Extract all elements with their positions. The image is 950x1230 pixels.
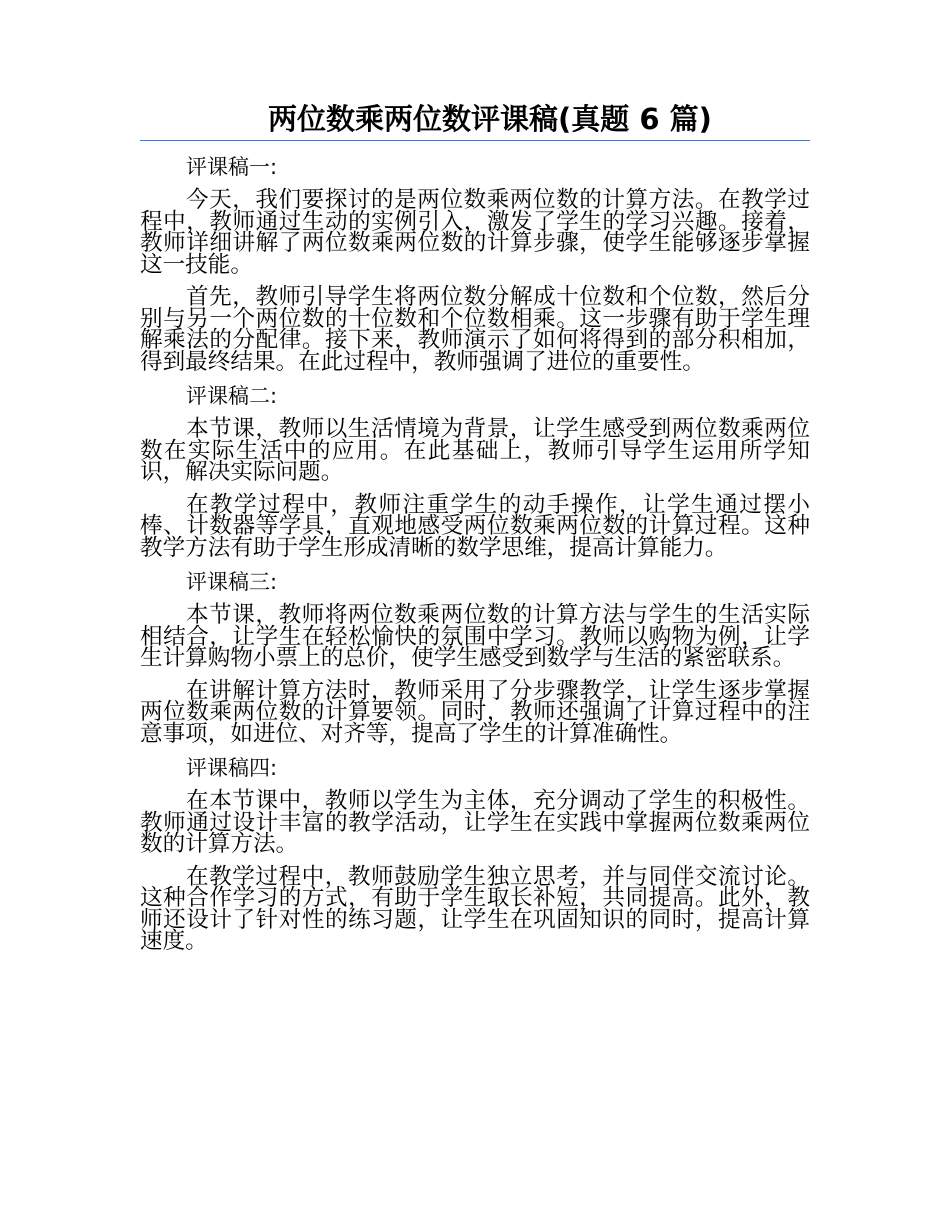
paragraph: 本节课，教师将两位数乘两位数的计算方法与学生的生活实际相结合，让学生在轻松愉快的氛围中学习。教师以购物为例，让学生计算购物小票上的总价，使学生感受到数学与生活的紧密联系。: [140, 602, 810, 671]
paragraph: 本节课，教师以生活情境为背景，让学生感受到两位数乘两位数在实际生活中的应用。在此基础上，教师引导学生运用所学知识，解决实际问题。: [140, 416, 810, 485]
section-1: [140, 155, 810, 373]
page-title: 两位数乘两位数评课稿(真题 6 篇): [268, 102, 712, 136]
section-heading: 评课稿一:: [186, 155, 278, 179]
paragraph: 今天，我们要探讨的是两位数乘两位数的计算方法。在教学过程中，教师通过生动的实例引入，激发了学生的学习兴趣。接着，教师详细讲解了两位数乘两位数的计算步骤，使学生能够逐步掌握这一技能。: [140, 187, 810, 278]
paragraph: 在本节课中，教师以学生为主体，充分调动了学生的积极性。教师通过设计丰富的教学活动，让学生在实践中掌握两位数乘两位数的计算方法。: [140, 788, 810, 857]
paragraph: 首先，教师引导学生将两位数分解成十位数和个位数，然后分别与另一个两位数的十位数和个位数相乘。这一步骤有助于学生理解乘法的分配律。接下来，教师演示了如何将得到的部分积相加，得到最终结果。在此过程中，教师强调了进位的重要性。: [140, 284, 810, 375]
document-page: [140, 100, 810, 964]
paragraph: 在教学过程中，教师注重学生的动手操作，让学生通过摆小棒、计数器等学具，直观地感受两位数乘两位数的计算过程。这种教学方法有助于学生形成清晰的数学思维，提高计算能力。: [140, 491, 810, 561]
paragraph: 在教学过程中，教师鼓励学生独立思考，并与同伴交流讨论。这种合作学习的方式，有助于学生取长补短，共同提高。此外，教师还设计了针对性的练习题，让学生在巩固知识的同时，提高计算速度。: [140, 863, 810, 954]
section-heading: 评课稿四:: [186, 756, 278, 780]
section-heading: 评课稿三:: [186, 570, 278, 594]
section-heading: 评课稿二:: [186, 384, 278, 408]
section-3: [140, 570, 810, 745]
section-2: [140, 384, 810, 559]
title-underline: [140, 140, 810, 141]
section-4: [140, 756, 810, 953]
paragraph: 在讲解计算方法时，教师采用了分步骤教学，让学生逐步掌握两位数乘两位数的计算要领。同时，教师还强调了计算过程中的注意事项，如进位、对齐等，提高了学生的计算准确性。: [140, 677, 810, 747]
